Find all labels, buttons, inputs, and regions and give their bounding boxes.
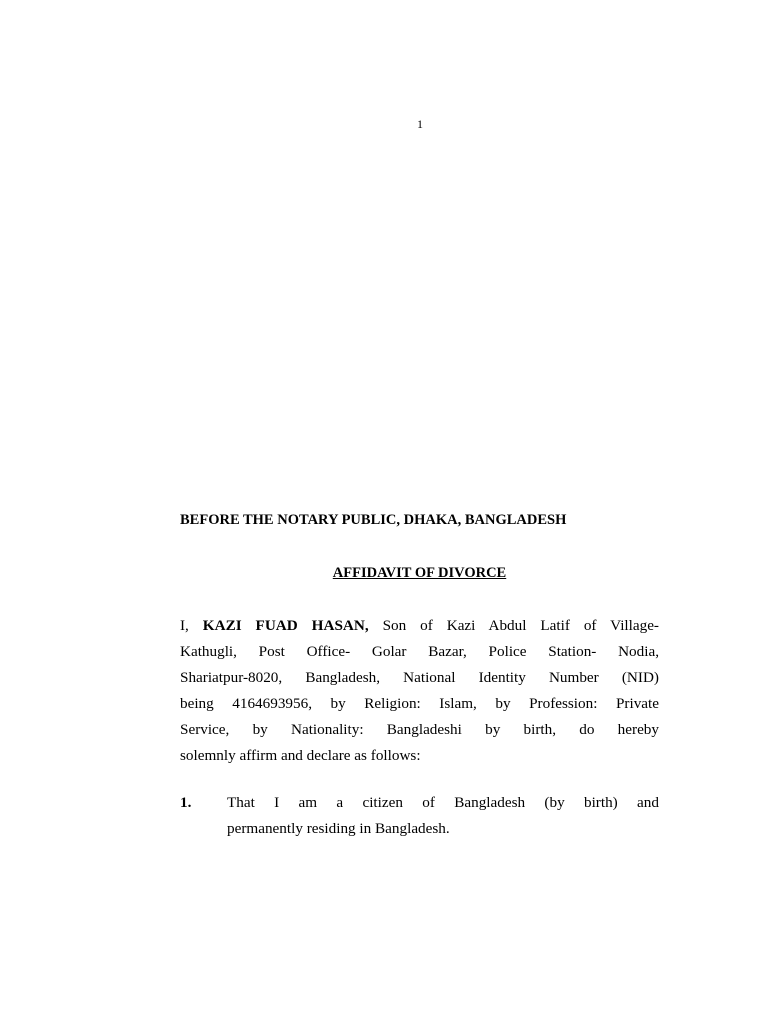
document-title-text: AFFIDAVIT OF DIVORCE: [332, 565, 507, 581]
intro-paragraph: [180, 613, 659, 769]
item-number: 1.: [180, 794, 192, 811]
intro-line-4: being 4164693956, by Religion: Islam, by Profession: Private: [180, 695, 659, 712]
document-title: [180, 565, 659, 582]
intro-line-3: Shariatpur-8020, Bangladesh, National Identity Number (NID): [180, 669, 659, 686]
page-number: 1: [417, 117, 423, 131]
intro-line-2: Kathugli, Post Office- Golar Bazar, Police Station- Nodia,: [180, 643, 659, 660]
intro-line-1: [180, 613, 659, 639]
document-heading: BEFORE THE NOTARY PUBLIC, DHAKA, BANGLADESH: [180, 512, 567, 528]
intro-line-5: Service, by Nationality: Bangladeshi by birth, do hereby: [180, 721, 659, 738]
item-line-1: That I am a citizen of Bangladesh (by birth) and: [227, 794, 659, 811]
intro-prefix: I,: [180, 617, 203, 634]
intro-line-1-text: Son of Kazi Abdul Latif of Village-: [368, 617, 659, 634]
intro-line-6: solemnly affirm and declare as follows:: [180, 747, 421, 764]
item-text: [227, 790, 659, 842]
item-line-2: permanently residing in Bangladesh.: [227, 820, 450, 837]
deponent-name: KAZI FUAD HASAN,: [202, 617, 369, 634]
